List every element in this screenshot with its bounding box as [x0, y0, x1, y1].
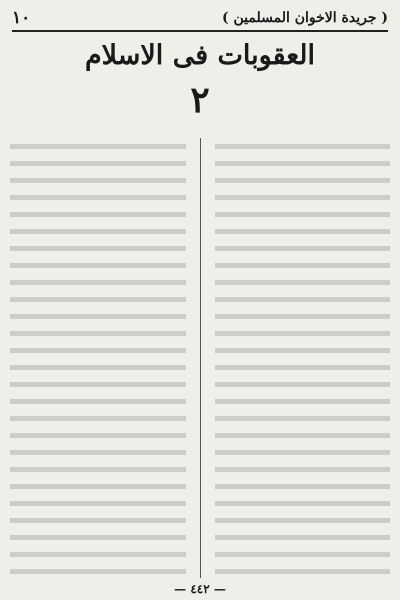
left-column-text — [10, 138, 186, 578]
left-column — [10, 138, 186, 578]
article-body — [10, 138, 390, 578]
right-column — [215, 138, 391, 578]
part-number: ٢ — [190, 79, 210, 121]
article-title: العقوبات فى الاسلام — [84, 40, 316, 71]
column-divider — [200, 138, 201, 578]
journal-name: ( جريدة الاخوان المسلمين ) — [222, 10, 388, 26]
page-number: ١٠ — [12, 8, 31, 28]
right-column-text — [215, 138, 391, 578]
running-head — [12, 6, 388, 32]
folio: — ٤٤٢ — — [174, 582, 226, 596]
